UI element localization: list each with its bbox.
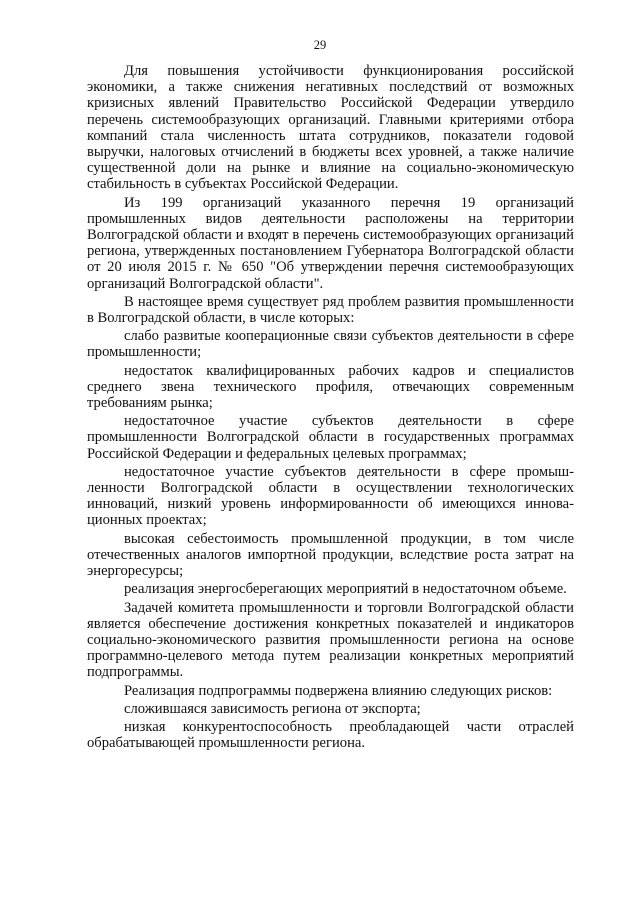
list-item-production-cost: высокая себестоимость промышленной продукции, в том числе отечественных аналогов импортной продукции, вследствие роста затрат на энергоресурсы; — [87, 530, 574, 580]
list-item-energy-saving: реализация энергосберегающих мероприятий в недостаточном объеме. — [124, 581, 567, 598]
list-item-innovations: недостаточное участие субъектов деятельности в сфере промышленности Волгоградской области в осуществлении технологических инноваций, низкий уровень информированности об имеющихся инновационных проектах; — [87, 463, 574, 529]
paragraph-systemic-organizations: Для повышения устойчивости функционирования российской экономики, а также снижения негативных последствий от возможных кризисных явлений Правительство Российской Федерации утвердило перечень системообразующих организаций. Главными критериями отбора компаний стала численность штата сотрудников, показатели годовой выручки, налоговых отчислений в бюджеты всех уровней, а также наличие существенной доли на рынке и влияние на социально-экономическую стабильность в субъектах Российской Федерации. — [87, 63, 574, 193]
list-item-export-dependence: сложившаяся зависимость региона от экспорта; — [124, 700, 421, 717]
list-item-state-programs: недостаточное участие субъектов деятельности в сфере промышленности Волгоградской области в государственных программах Российской Федерации и федеральных целевых программах; — [87, 413, 574, 462]
paragraph-problems-intro: В настоящее время существует ряд проблем развития промышленности в Волгоградской области, в числе которых: — [87, 293, 574, 327]
document-body — [87, 63, 574, 751]
list-item-personnel: недостаток квалифицированных рабочих кадров и специалистов среднего звена технического профиля, отвечающих современным требованиям рынка; — [87, 362, 574, 412]
paragraph-committee-task: Задачей комитета промышленности и торговли Волгоградской области является обеспечение достижения конкретных показателей и индикаторов социально-экономического развития промышленности региона на основе программно-целевого метода путем реализации конкретных мероприятий подпрограммы. — [87, 599, 574, 681]
list-item-competitiveness: низкая конкурентоспособность преобладающей части отраслей обрабатывающей промышленности региона. — [87, 718, 574, 752]
paragraph-regional-organizations: Из 199 организаций указанного перечня 19 организаций промышленных видов деятельности расположены на территории Волгоградской области и входят в перечень системообразующих организаций региона, утвержденных постановлением Губернатора Волгоградской области от 20 июля 2015 г. № 650 "Об утверждении перечня системообразующих организаций Волгоградской области". — [87, 194, 574, 292]
list-item-cooperation: слабо развитые кооперационные связи субъектов деятельности в сфере промышленности; — [87, 328, 574, 361]
paragraph-risks-intro: Реализация подпрограммы подвержена влиянию следующих рисков: — [124, 682, 553, 699]
page-number: 29 — [313, 38, 327, 52]
